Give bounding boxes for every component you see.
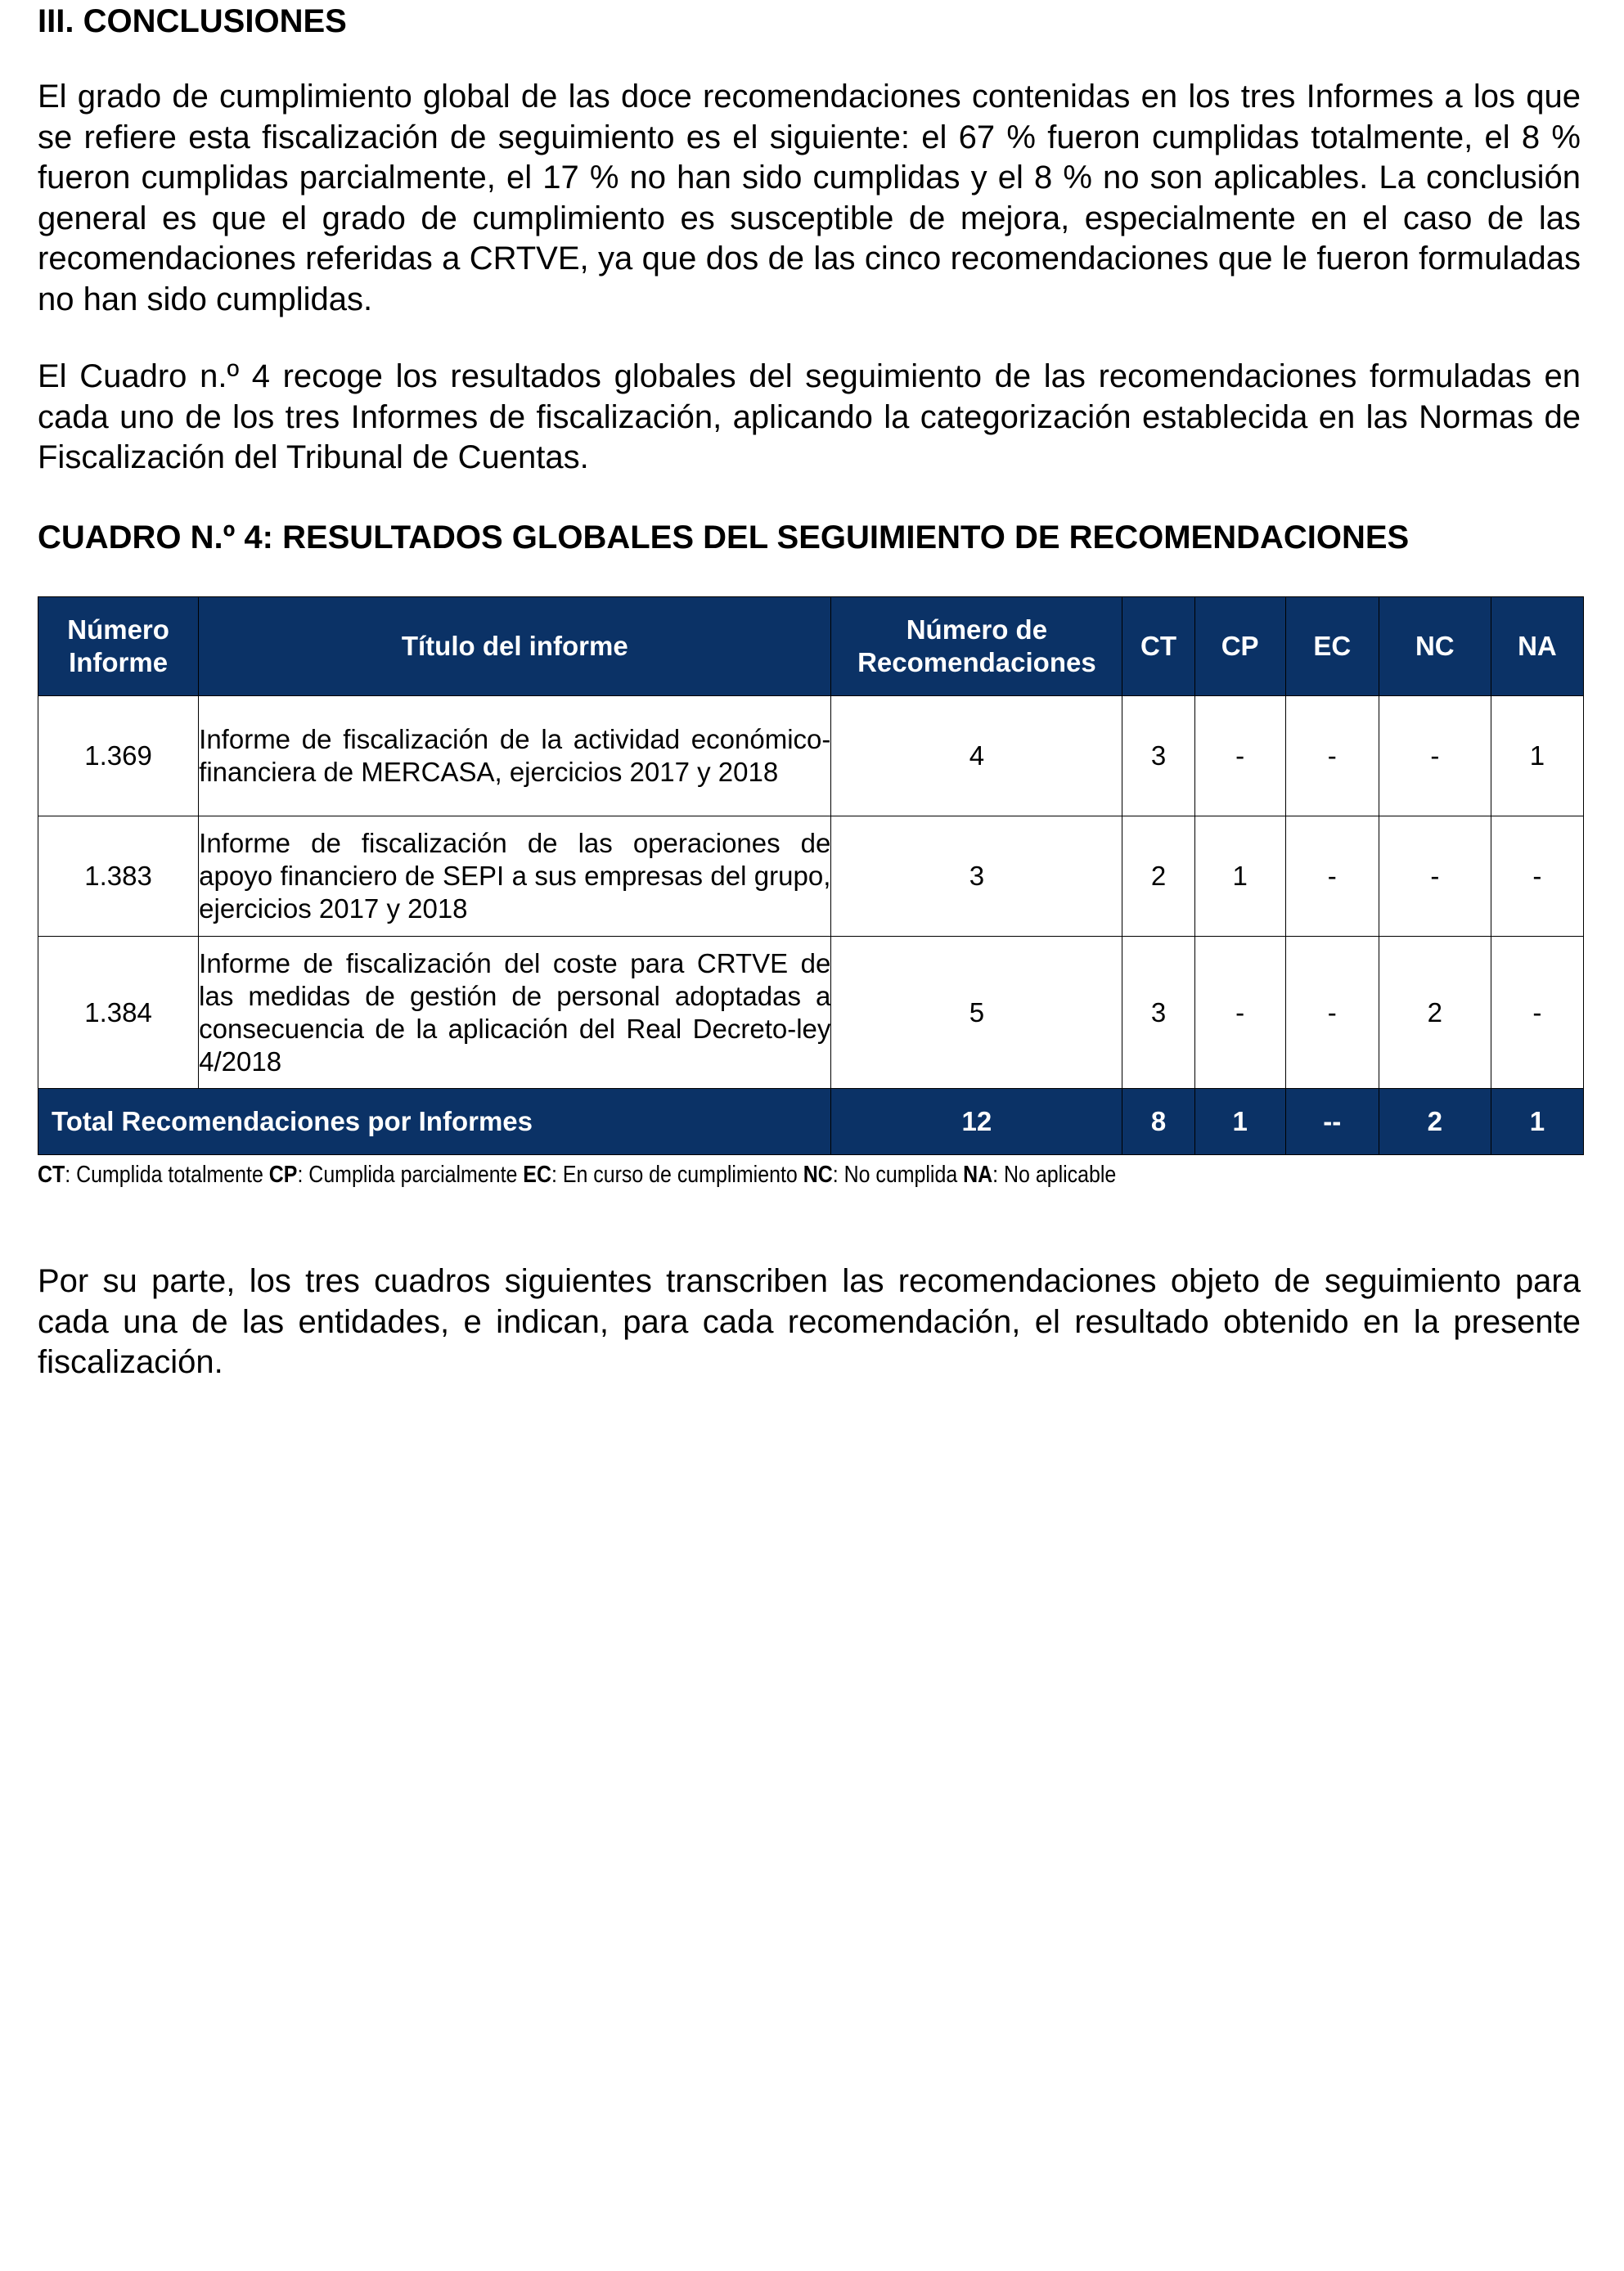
cell-ec: - [1285, 937, 1379, 1089]
legend-text: : No cumplida [832, 1162, 964, 1188]
cell-ct: 3 [1122, 937, 1194, 1089]
total-nc: 2 [1379, 1089, 1491, 1155]
cell-titulo: Informe de fiscalización del coste para CRTVE de las medidas de gestión de personal adoptadas a consecuencia de la aplicación del Real Decreto-ley 4/2018 [199, 937, 831, 1089]
table-row [38, 816, 1584, 937]
results-table [38, 596, 1584, 1155]
header-numero-informe: Número Informe [38, 597, 199, 696]
cell-cp: - [1194, 696, 1285, 816]
cell-recomendaciones: 3 [831, 816, 1122, 937]
table-header-row [38, 597, 1584, 696]
cell-na: - [1491, 937, 1583, 1089]
total-label: Total Recomendaciones por Informes [38, 1089, 831, 1155]
header-numero-recomendaciones: Número de Recomendaciones [831, 597, 1122, 696]
cell-ct: 3 [1122, 696, 1194, 816]
header-ct: CT [1122, 597, 1194, 696]
total-ec: -- [1285, 1089, 1379, 1155]
section-heading: III. CONCLUSIONES [38, 3, 347, 39]
paragraph-conclusion: El grado de cumplimiento global de las doce recomendaciones contenidas en los tres Informes a los que se refiere esta fiscalización de seguimiento es el siguiente: el 67 % fueron cumplidas totalmente, el 8 % fueron cumplidas parcialmente, el 17 % no han sido cumplidas y el 8 % no son aplicables. La conclusión general es que el grado de cumplimiento es susceptible de mejora, especialmente en el caso de las recomendaciones referidas a CRTVE, ya que dos de las cinco recomendaciones que le fueron formuladas no han sido cumplidas. [38, 79, 1581, 317]
total-cp: 1 [1194, 1089, 1285, 1155]
legend-text: : En curso de cumplimiento [551, 1162, 803, 1188]
paragraph-cuadro-intro: El Cuadro n.º 4 recoge los resultados globales del seguimiento de las recomendaciones formuladas en cada uno de los tres Informes de fiscalización, aplicando la categorización establecida en las Normas de Fiscalización del Tribunal de Cuentas. [38, 358, 1581, 475]
cell-titulo: Informe de fiscalización de las operaciones de apoyo financiero de SEPI a sus empresas del grupo, ejercicios 2017 y 2018 [199, 816, 831, 937]
cell-ec: - [1285, 696, 1379, 816]
total-na: 1 [1491, 1089, 1583, 1155]
cell-numero: 1.383 [38, 816, 199, 937]
paragraph-closing: Por su parte, los tres cuadros siguientes transcriben las recomendaciones objeto de seguimiento para cada una de las entidades, e indican, para cada recomendación, el resultado obtenido en la presente fiscalización. [38, 1263, 1581, 1380]
cell-nc: - [1379, 816, 1491, 937]
legend-abbr: EC [523, 1162, 551, 1188]
legend-text: : Cumplida totalmente [65, 1162, 269, 1188]
table-total-row [38, 1089, 1584, 1155]
legend-text: : Cumplida parcialmente [297, 1162, 524, 1188]
header-cp: CP [1194, 597, 1285, 696]
cell-numero: 1.369 [38, 696, 199, 816]
table-legend [38, 1160, 1116, 1189]
cell-numero: 1.384 [38, 937, 199, 1089]
header-ec: EC [1285, 597, 1379, 696]
cell-ct: 2 [1122, 816, 1194, 937]
cell-na: 1 [1491, 696, 1583, 816]
legend-abbr: CT [38, 1162, 65, 1188]
cell-recomendaciones: 4 [831, 696, 1122, 816]
table-row [38, 937, 1584, 1089]
cell-ec: - [1285, 816, 1379, 937]
legend-abbr: NA [963, 1162, 993, 1188]
cell-nc: - [1379, 696, 1491, 816]
legend-abbr: NC [803, 1162, 833, 1188]
cell-cp: 1 [1194, 816, 1285, 937]
total-ct: 8 [1122, 1089, 1194, 1155]
cell-nc: 2 [1379, 937, 1491, 1089]
cell-na: - [1491, 816, 1583, 937]
header-titulo: Título del informe [199, 597, 831, 696]
header-na: NA [1491, 597, 1583, 696]
legend-abbr: CP [268, 1162, 298, 1188]
header-nc: NC [1379, 597, 1491, 696]
table-row [38, 696, 1584, 816]
cell-cp: - [1194, 937, 1285, 1089]
legend-text: : No aplicable [992, 1162, 1117, 1188]
cell-titulo: Informe de fiscalización de la actividad económico-financiera de MERCASA, ejercicios 2017 y 2018 [199, 696, 831, 816]
table-title: CUADRO N.º 4: RESULTADOS GLOBALES DEL SEGUIMIENTO DE RECOMENDACIONES [38, 519, 1410, 555]
cell-recomendaciones: 5 [831, 937, 1122, 1089]
total-recomendaciones: 12 [831, 1089, 1122, 1155]
